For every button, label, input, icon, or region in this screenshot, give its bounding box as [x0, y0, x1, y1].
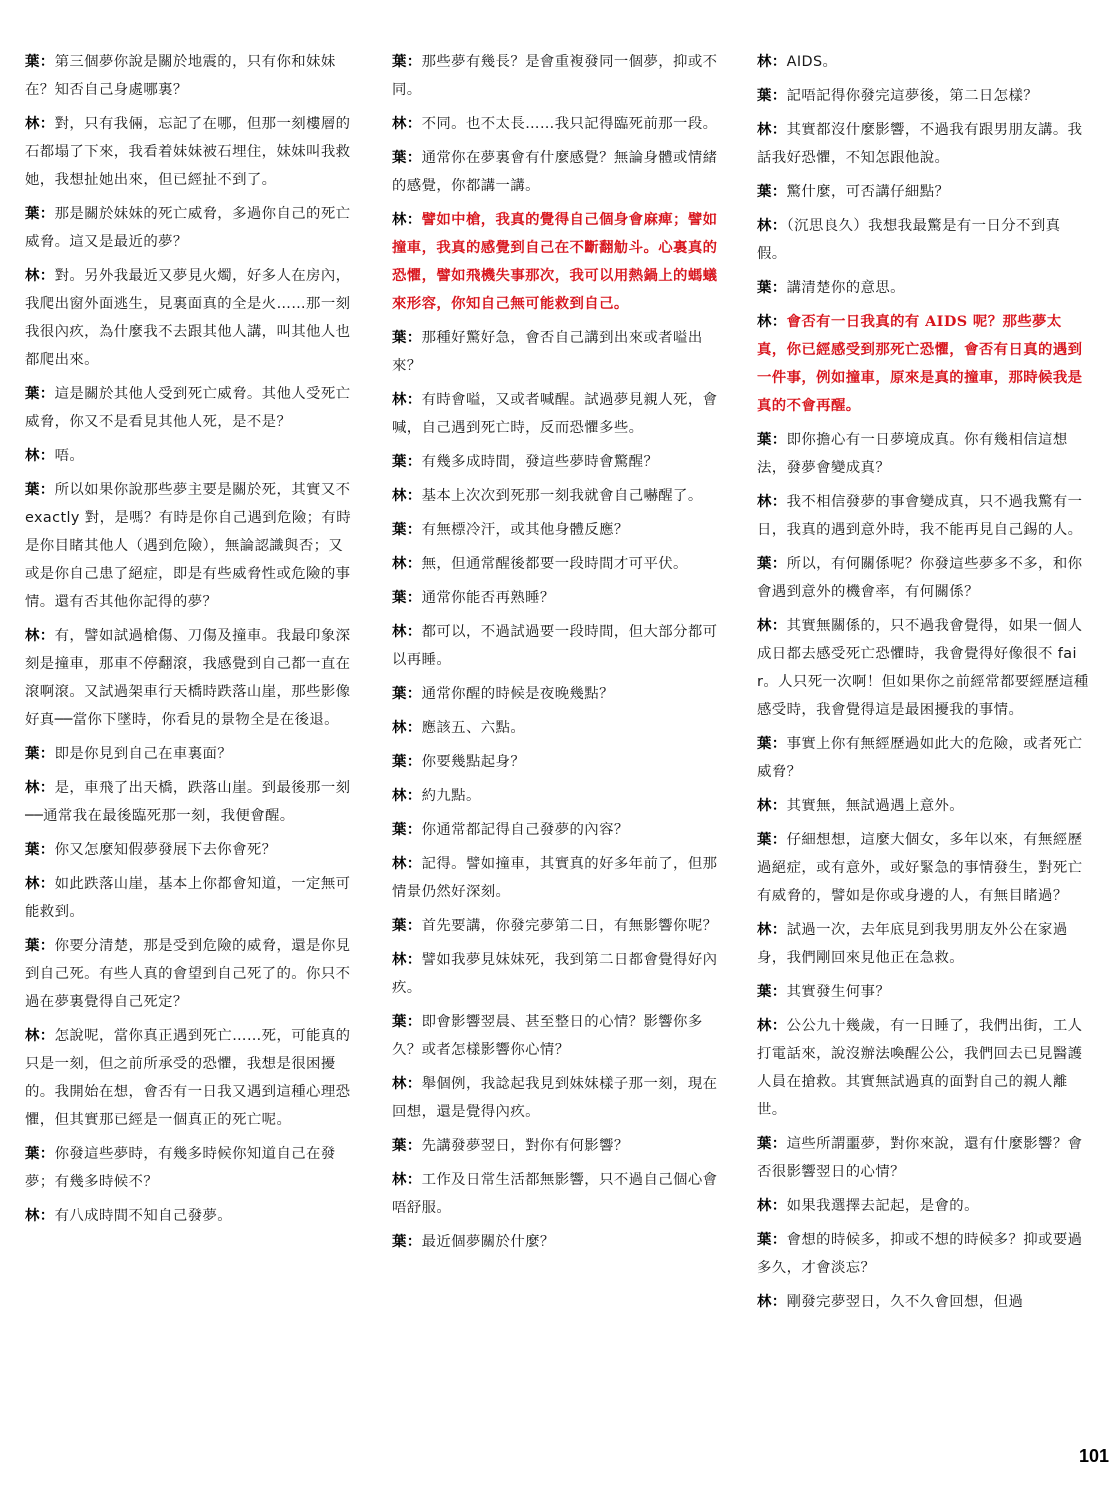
dialogue-text: 這是關於其他人受到死亡威脅。其他人受死亡威脅，你又不是看見其他人死，是不是？: [25, 386, 351, 430]
dialogue-text: 你發這些夢時，有幾多時候你知道自己在發夢；有幾多時候不？: [25, 1146, 336, 1190]
dialogue-entry: [757, 48, 1089, 76]
dialogue-text: 那是關於妹妹的死亡威脅，多過你自己的死亡威脅。這又是最近的夢？: [25, 206, 351, 250]
speaker-label: 葉：: [392, 522, 422, 538]
page-number: 101: [1078, 1446, 1109, 1466]
speaker-label: 林：: [392, 856, 422, 872]
speaker-label: 林：: [25, 628, 55, 644]
dialogue-text: 不同。也不太長……我只記得臨死前那一段。: [421, 116, 718, 132]
speaker-label: 葉：: [392, 590, 422, 606]
dialogue-entry: [757, 82, 1089, 110]
speaker-label: 葉：: [392, 1234, 422, 1250]
dialogue-text: 其實無，無試過遇上意外。: [786, 798, 965, 814]
dialogue-entry: [757, 978, 1089, 1006]
dialogue-text: 如果我選擇去記起，是會的。: [786, 1198, 979, 1214]
dialogue-entry: [757, 730, 1089, 786]
speaker-label: 葉：: [392, 822, 422, 838]
speaker-label: 葉：: [757, 88, 787, 104]
dialogue-entry: [25, 380, 357, 436]
speaker-label: 林：: [392, 116, 422, 132]
dialogue-entry: [25, 774, 357, 830]
dialogue-entry: [757, 426, 1089, 482]
dialogue-text: 通常你醒的時候是夜晚幾點？: [421, 686, 614, 702]
dialogue-text: 唔。: [54, 448, 85, 464]
dialogue-text: 即是你見到自己在車裏面？: [54, 746, 233, 762]
dialogue-text: 首先要講，你發完夢第二日，有無影響你呢？: [421, 918, 718, 934]
speaker-label: 葉：: [757, 1136, 787, 1152]
dialogue-text: 這些所謂噩夢，對你來說，還有什麼影響？會否很影響翌日的心情？: [757, 1136, 1083, 1180]
speaker-label: 林：: [757, 798, 787, 814]
dialogue-text: 我不相信發夢的事會變成真，只不過我驚有一日，我真的遇到意外時，我不能再見自己錫的人。: [757, 494, 1083, 538]
dialogue-entry: [392, 714, 724, 742]
dialogue-entry: [392, 48, 724, 104]
dialogue-text: 通常你能否再熟睡？: [421, 590, 555, 606]
speaker-label: 林：: [757, 54, 787, 70]
dialogue-text: 對，只有我倆，忘記了在哪，但那一刻樓層的石都塌了下來，我看着妹妹被石埋住，妹妹叫我救她，我想扯她出來，但已經扯不到了。: [25, 116, 351, 188]
dialogue-text: 事實上你有無經歷過如此大的危險，或者死亡威脅？: [757, 736, 1083, 780]
dialogue-text: 所以，有何關係呢？你發這些夢多不多，和你會遇到意外的機會率，有何關係？: [757, 556, 1083, 600]
dialogue-entry: [392, 584, 724, 612]
dialogue-entry: [392, 448, 724, 476]
dialogue-text: 剛發完夢翌日，久不久會回想，但過: [786, 1294, 1024, 1310]
speaker-label: 葉：: [757, 556, 787, 572]
speaker-label: 葉：: [757, 736, 787, 752]
dialogue-entry: [392, 850, 724, 906]
dialogue-text: 其實發生何事？: [786, 984, 891, 1000]
dialogue-text: 舉個例，我諗起我見到妹妹樣子那一刻，現在回想，還是覺得內疚。: [392, 1076, 718, 1120]
speaker-label: 林：: [392, 1172, 422, 1188]
dialogue-entry: [392, 144, 724, 200]
dialogue-text: 公公九十幾歲，有一日睡了，我們出街，工人打電話來，說沒辦法喚醒公公，我們回去已見醫護人員在搶救。其實無試過真的面對自己的親人離世。: [757, 1018, 1083, 1118]
speaker-label: 林：: [757, 494, 787, 510]
dialogue-text: 怎說呢，當你真正遇到死亡……死，可能真的只是一刻，但之前所承受的恐懼，我想是很困擾的。我開始在想，會否有一日我又遇到這種心理恐懼，但其實那已經是一個真正的死亡呢。: [25, 1028, 351, 1128]
dialogue-entry: [757, 274, 1089, 302]
speaker-label: 林：: [25, 1028, 55, 1044]
dialogue-text: 驚什麼，可否講仔細點？: [786, 184, 950, 200]
dialogue-text: 對。另外我最近又夢見火燭，好多人在房內，我爬出窗外面逃生，見裏面真的全是火……那一刻我很內疚，為什麼我不去跟其他人講，叫其他人也都爬出來。: [25, 268, 351, 368]
dialogue-entry: [25, 262, 357, 374]
speaker-label: 林：: [25, 876, 55, 892]
dialogue-entry: [757, 792, 1089, 820]
dialogue-text: 你又怎麼知假夢發展下去你會死？: [54, 842, 277, 858]
speaker-label: 葉：: [757, 832, 787, 848]
dialogue-entry: [25, 442, 357, 470]
dialogue-text: 約九點。: [421, 788, 481, 804]
speaker-label: 林：: [392, 556, 422, 572]
speaker-label: 葉：: [392, 150, 422, 166]
dialogue-entry: [392, 816, 724, 844]
speaker-label: 葉：: [392, 686, 422, 702]
dialogue-entry: [25, 1022, 357, 1134]
speaker-label: 林：: [392, 488, 422, 504]
dialogue-entry: [392, 946, 724, 1002]
speaker-label: 林：: [392, 624, 422, 640]
speaker-label: 葉：: [757, 984, 787, 1000]
dialogue-text: 最近個夢關於什麼？: [421, 1234, 555, 1250]
dialogue-entry: [392, 206, 724, 318]
dialogue-entry: [25, 870, 357, 926]
dialogue-text: 其實都沒什麼影響，不過我有跟男朋友講。我話我好恐懼，不知怎跟他說。: [757, 122, 1083, 166]
speaker-label: 葉：: [757, 432, 787, 448]
dialogue-entry: [757, 550, 1089, 606]
speaker-label: 葉：: [392, 454, 422, 470]
dialogue-entry: [392, 1070, 724, 1126]
dialogue-text: 講清楚你的意思。: [786, 280, 905, 296]
dialogue-entry: [392, 1008, 724, 1064]
dialogue-text: 通常你在夢裏會有什麼感覺？無論身體或情緒的感覺，你都講一講。: [392, 150, 718, 194]
dialogue-text: 如此跌落山崖，基本上你都會知道，一定無可能救到。: [25, 876, 351, 920]
speaker-label: 葉：: [392, 918, 422, 934]
dialogue-text: AIDS。: [786, 54, 838, 70]
dialogue-text: 那種好驚好急，會否自己講到出來或者嗌出來？: [392, 330, 703, 374]
speaker-label: 林：: [757, 1018, 787, 1034]
dialogue-entry: [392, 1166, 724, 1222]
dialogue-text: 其實無關係的，只不過我會覺得，如果一個人成日都去感受死亡恐懼時，我會覺得好像很不 fair。人只死一次啊！但如果你之前經常都要經歷這種感受時，我會覺得這是最困擾我的事情。: [757, 618, 1089, 718]
dialogue-entry: [25, 1140, 357, 1196]
speaker-label: 林：: [392, 788, 422, 804]
dialogue-entry: [757, 308, 1089, 420]
dialogue-entry: [757, 916, 1089, 972]
speaker-label: 葉：: [757, 280, 787, 296]
dialogue-entry: [392, 1228, 724, 1256]
dialogue-entry: [757, 612, 1089, 724]
dialogue-entry: [757, 1288, 1089, 1316]
speaker-label: 林：: [25, 780, 55, 796]
speaker-label: 葉：: [25, 386, 55, 402]
dialogue-text: 仔細想想，這麼大個女，多年以來，有無經歷過絕症，或有意外，或好緊急的事情發生，對死亡有威脅的，譬如是你或身邊的人，有無目睹過？: [757, 832, 1083, 904]
speaker-label: 林：: [757, 922, 787, 938]
speaker-label: 葉：: [25, 54, 55, 70]
dialogue-entry: [757, 116, 1089, 172]
dialogue-entry: [757, 826, 1089, 910]
speaker-label: 葉：: [25, 746, 55, 762]
dialogue-text: 第三個夢你說是關於地震的，只有你和妹妹在？知否自己身處哪裏？: [25, 54, 336, 98]
speaker-label: 林：: [392, 212, 422, 228]
dialogue-entry: [392, 618, 724, 674]
speaker-label: 林：: [757, 122, 787, 138]
dialogue-text: 工作及日常生活都無影響，只不過自己個心會唔舒服。: [392, 1172, 718, 1216]
dialogue-text: 所以如果你說那些夢主要是關於死，其實又不 exactly 對，是嗎？有時是你自己遇到危險；有時是你目睹其他人（遇到危險），無論認識與否；又或是你自己患了絕症，即是有些威脅性或危險的事情。還有否其他你記得的夢？: [25, 482, 352, 610]
dialogue-text: 會想的時候多，抑或不想的時候多？抑或要過多久，才會淡忘？: [757, 1232, 1083, 1276]
speaker-label: 林：: [392, 392, 422, 408]
speaker-label: 葉：: [757, 184, 787, 200]
dialogue-entry: [392, 516, 724, 544]
dialogue-entry: [25, 110, 357, 194]
speaker-label: 林：: [25, 1208, 55, 1224]
dialogue-entry: [757, 1130, 1089, 1186]
speaker-label: 林：: [757, 314, 787, 330]
speaker-label: 葉：: [25, 938, 55, 954]
column-3: [757, 48, 1089, 1316]
speaker-label: 葉：: [392, 54, 422, 70]
dialogue-text: （沉思良久）我想我最驚是有一日分不到真假。: [757, 218, 1061, 262]
dialogue-entry: [392, 482, 724, 510]
dialogue-entry: [392, 680, 724, 708]
dialogue-entry: [392, 550, 724, 578]
highlighted-text: 譬如中槍，我真的覺得自己個身會麻痺；譬如撞車，我真的感覺到自己在不斷翻觔斗。心裏真的恐懼，譬如飛機失事那次，我可以用熱鍋上的螞蟻來形容，你知自己無可能救到自己。: [392, 211, 718, 312]
dialogue-text: 記唔記得你發完這夢後，第二日怎樣？: [786, 88, 1039, 104]
speaker-label: 葉：: [392, 754, 422, 770]
dialogue-text: 即你擔心有一日夢境成真。你有幾相信這想法，發夢會變成真？: [757, 432, 1068, 476]
dialogue-text: 有無標冷汗，或其他身體反應？: [421, 522, 629, 538]
dialogue-text: 應該五、六點。: [421, 720, 526, 736]
dialogue-entry: [392, 912, 724, 940]
dialogue-entry: [392, 782, 724, 810]
dialogue-text: 你要幾點起身？: [421, 754, 526, 770]
dialogue-text: 譬如我夢見妹妹死，我到第二日都會覺得好內疚。: [392, 952, 718, 996]
dialogue-entry: [757, 178, 1089, 206]
dialogue-text: 即會影響翌晨、甚至整日的心情？影響你多久？或者怎樣影響你心情？: [392, 1014, 703, 1058]
dialogue-text: 記得。譬如撞車，其實真的好多年前了，但那情景仍然好深刻。: [392, 856, 718, 900]
dialogue-entry: [757, 1192, 1089, 1220]
dialogue-text: 都可以，不過試過要一段時間，但大部分都可以再睡。: [392, 624, 718, 668]
dialogue-entry: [392, 324, 724, 380]
speaker-label: 林：: [392, 720, 422, 736]
dialogue-text: 基本上次次到死那一刻我就會自己嚇醒了。: [421, 488, 703, 504]
dialogue-text: 有幾多成時間，發這些夢時會驚醒？: [421, 454, 659, 470]
dialogue-text: 先講發夢翌日，對你有何影響？: [421, 1138, 629, 1154]
dialogue-entry: [757, 488, 1089, 544]
dialogue-entry: [25, 1202, 357, 1230]
dialogue-text: 有，譬如試過槍傷、刀傷及撞車。我最印象深刻是撞車，那車不停翻滾，我感覺到自己都一直在滾啊滾。又試過架車行天橋時跌落山崖，那些影像好真──當你下墜時，你看見的景物全是在後退。: [25, 628, 351, 728]
dialogue-entry: [392, 110, 724, 138]
highlighted-text: 會否有一日我真的有 AIDS 呢？那些夢太真，你已經感受到那死亡恐懼，會否有日真的遇到一件事，例如撞車，原來是真的撞車，那時候我是真的不會再醒。: [757, 313, 1083, 414]
dialogue-text: 那些夢有幾長？是會重複發同一個夢，抑或不同。: [392, 54, 718, 98]
speaker-label: 葉：: [392, 1014, 422, 1030]
dialogue-entry: [757, 212, 1089, 268]
dialogue-entry: [392, 386, 724, 442]
dialogue-text: 有八成時間不知自己發夢。: [54, 1208, 233, 1224]
dialogue-entry: [25, 836, 357, 864]
speaker-label: 林：: [392, 1076, 422, 1092]
dialogue-entry: [25, 622, 357, 734]
speaker-label: 葉：: [25, 482, 55, 498]
speaker-label: 葉：: [25, 1146, 55, 1162]
dialogue-entry: [757, 1226, 1089, 1282]
dialogue-text: 無，但通常醒後都要一段時間才可平伏。: [421, 556, 688, 572]
dialogue-text: 試過一次，去年底見到我男朋友外公在家過身，我們剛回來見他正在急救。: [757, 922, 1068, 966]
speaker-label: 葉：: [25, 842, 55, 858]
speaker-label: 林：: [392, 952, 422, 968]
dialogue-entry: [757, 1012, 1089, 1124]
speaker-label: 葉：: [392, 1138, 422, 1154]
column-2: [392, 48, 724, 1256]
speaker-label: 林：: [757, 1198, 787, 1214]
dialogue-entry: [25, 932, 357, 1016]
speaker-label: 林：: [25, 116, 55, 132]
speaker-label: 林：: [25, 268, 55, 284]
speaker-label: 葉：: [757, 1232, 787, 1248]
speaker-label: 林：: [757, 218, 787, 234]
dialogue-entry: [25, 48, 357, 104]
speaker-label: 林：: [25, 448, 55, 464]
dialogue-text: 有時會嗌，又或者喊醒。試過夢見親人死，會喊，自己遇到死亡時，反而恐懼多些。: [392, 392, 718, 436]
dialogue-text: 是，車飛了出天橋，跌落山崖。到最後那一刻──通常我在最後臨死那一刻，我便會醒。: [25, 780, 351, 824]
speaker-label: 葉：: [392, 330, 422, 346]
column-1: [25, 48, 357, 1230]
speaker-label: 林：: [757, 1294, 787, 1310]
speaker-label: 林：: [757, 618, 787, 634]
speaker-label: 葉：: [25, 206, 55, 222]
dialogue-text: 你通常都記得自己發夢的內容？: [421, 822, 629, 838]
dialogue-entry: [25, 200, 357, 256]
dialogue-entry: [25, 476, 357, 616]
dialogue-entry: [392, 748, 724, 776]
dialogue-text: 你要分清楚，那是受到危險的威脅，還是你見到自己死。有些人真的會望到自己死了的。你只不過在夢裏覺得自己死定？: [25, 938, 351, 1010]
dialogue-entry: [25, 740, 357, 768]
dialogue-entry: [392, 1132, 724, 1160]
